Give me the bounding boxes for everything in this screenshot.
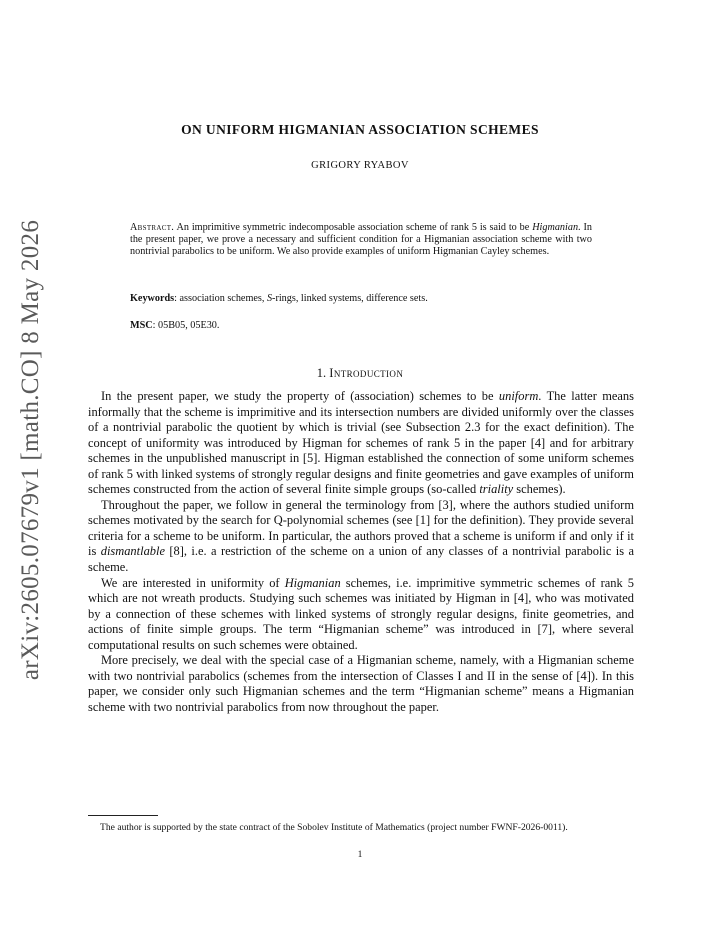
keywords-text: : association schemes, xyxy=(174,293,267,304)
paragraph-text: In the present paper, we study the property of (association) schemes to be xyxy=(101,389,499,403)
paragraph xyxy=(88,498,634,576)
paper-author: GRIGORY RYABOV xyxy=(311,160,409,171)
arxiv-sidebar xyxy=(14,219,48,681)
paragraph-emphasis: uniform xyxy=(498,389,539,403)
abstract-label: Abstract. xyxy=(130,222,175,233)
paragraph xyxy=(88,653,634,715)
footnote: The author is supported by the state contract of the Sobolev Institute of Mathematics (project number FWNF-2026-0011). xyxy=(100,822,568,833)
keywords-label: Keywords xyxy=(130,293,175,304)
abstract-text: . In the present paper, we prove a necessary and sufficient condition for a Higmanian association scheme with two nontrivial parabolics to be uniform. We also provide examples of uniform Higmanian Cayley schemes. xyxy=(130,222,592,258)
paragraph-text: . The latter means informally that the scheme is imprimitive and its intersection numbers are divided uniformly over the classes of a nontrivial parabolic the quotient by which is trivial (see Subsection 2.3 for the exact definition). The concept of uniformity was introduced by Higman for schemes of rank 5 in the paper [4] and for arbitrary schemes in the unpublished manuscript in [5]. Higman established the connection of some uniform schemes of rank 5 with linked systems of strongly regular designs and finite geometries and gave examples of uniform schemes constructed from the action of several finite simple groups (so-called xyxy=(88,389,634,497)
keywords xyxy=(130,293,592,304)
page-number: 1 xyxy=(357,850,363,860)
paragraph-text: More precisely, we deal with the special case of a Higmanian scheme, namely, with a Higmanian scheme with two nontrivial parabolics (schemes from the intersection of Classes I and II in the sense of [4]). In this paper, we consider only such Higmanian schemes and the term “Higmanian scheme” means a Higmanian scheme with two nontrivial parabolics from now throughout the paper. xyxy=(88,653,634,714)
section-title: Introduction xyxy=(329,366,404,380)
msc-label: MSC xyxy=(130,320,153,331)
paragraph xyxy=(88,389,634,498)
keywords-text: -rings, linked systems, difference sets. xyxy=(272,293,428,304)
paragraph-text: schemes). xyxy=(513,482,566,497)
arxiv-identifier: arXiv:2605.07679v1 [math.CO] 8 May 2026 xyxy=(17,219,45,681)
paragraph-emphasis: Higmanian xyxy=(284,575,341,590)
abstract-emphasis: Higmanian xyxy=(532,222,579,233)
body-text xyxy=(88,389,634,715)
abstract xyxy=(130,222,592,259)
section-heading xyxy=(0,366,720,381)
abstract-text: An imprimitive symmetric indecomposable association scheme of rank 5 is said to be xyxy=(174,222,533,233)
paper-title: ON UNIFORM HIGMANIAN ASSOCIATION SCHEMES xyxy=(181,122,539,137)
paragraph-emphasis: triality xyxy=(479,482,514,497)
section-number: 1. xyxy=(316,366,330,380)
msc-classification xyxy=(130,320,592,331)
paragraph-text: Throughout the paper, we follow in general the terminology from [3], where the authors studied uniform schemes motivated by the search for Q-polynomial schemes (see [1] for the definition). They provide several criteria for a scheme to be uniform. In particular, the authors proved that a scheme is uniform if and only if it is xyxy=(88,497,634,559)
paragraph-text: schemes, i.e. imprimitive symmetric schemes of rank 5 which are not wreath products. Studying such schemes was initiated by Higman in [4], who was motivated by a connection of these schemes with linked systems of strongly regular designs, finite geometries, and actions of finite simple groups. The term “Higmanian scheme” was introduced in [7], where several computational results on such schemes were obtained. xyxy=(88,575,635,652)
msc-text: : 05B05, 05E30. xyxy=(152,320,220,331)
paragraph-text: We are interested in uniformity of xyxy=(101,575,285,590)
footnote-rule xyxy=(88,815,158,816)
paragraph-text: [8], i.e. a restriction of the scheme on a union of any classes of a nontrivial parabolic is a scheme. xyxy=(88,544,634,575)
keywords-emphasis: S xyxy=(266,293,273,304)
paragraph-emphasis: dismantlable xyxy=(100,544,165,559)
paragraph xyxy=(88,576,634,654)
